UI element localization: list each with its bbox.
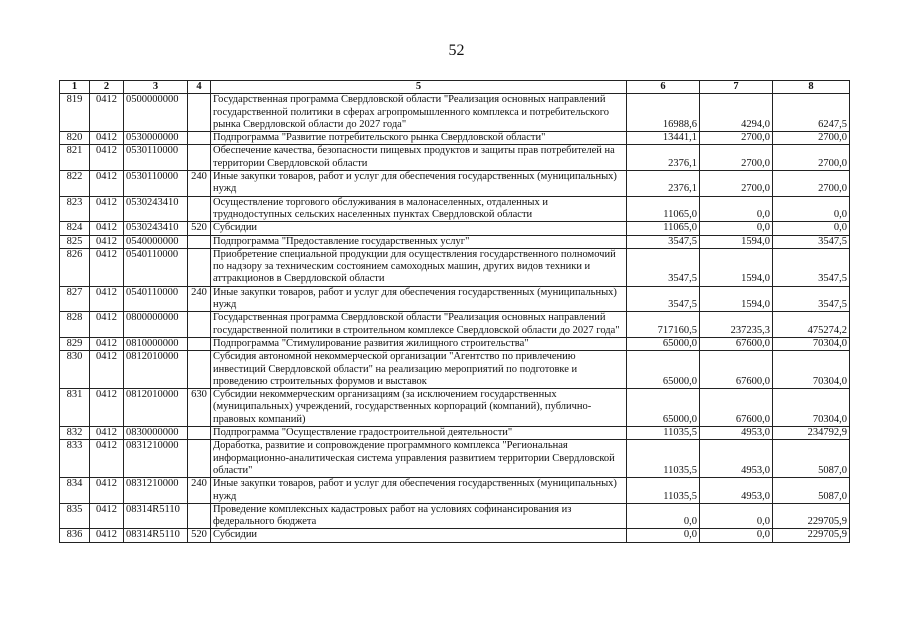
target-code: 0540000000 bbox=[124, 235, 188, 248]
amount-col-8: 229705,9 bbox=[773, 529, 850, 542]
item-name: Проведение комплексных кадастровых работ на условиях софинансирования из федерального бюджета bbox=[211, 503, 627, 529]
amount-col-8: 234792,9 bbox=[773, 427, 850, 440]
section-code: 0412 bbox=[90, 145, 124, 171]
amount-col-8: 229705,9 bbox=[773, 503, 850, 529]
table-row bbox=[60, 529, 850, 542]
target-code: 0530243410 bbox=[124, 196, 188, 222]
amount-col-8: 3547,5 bbox=[773, 235, 850, 248]
section-code: 0412 bbox=[90, 529, 124, 542]
row-number: 828 bbox=[60, 312, 90, 338]
amount-col-7: 67600,0 bbox=[700, 389, 773, 427]
expense-type-code bbox=[188, 427, 211, 440]
target-code: 0831210000 bbox=[124, 440, 188, 478]
amount-col-6: 0,0 bbox=[627, 503, 700, 529]
item-name: Подпрограмма "Предоставление государственных услуг" bbox=[211, 235, 627, 248]
amount-col-8: 0,0 bbox=[773, 222, 850, 235]
target-code: 0530110000 bbox=[124, 145, 188, 171]
table-row bbox=[60, 351, 850, 389]
amount-col-6: 65000,0 bbox=[627, 351, 700, 389]
amount-col-6: 0,0 bbox=[627, 529, 700, 542]
target-code: 0810000000 bbox=[124, 337, 188, 350]
expense-type-code bbox=[188, 235, 211, 248]
section-code: 0412 bbox=[90, 94, 124, 132]
expense-type-code bbox=[188, 196, 211, 222]
row-number: 827 bbox=[60, 286, 90, 312]
section-code: 0412 bbox=[90, 222, 124, 235]
amount-col-7: 0,0 bbox=[700, 503, 773, 529]
row-number: 823 bbox=[60, 196, 90, 222]
row-number: 831 bbox=[60, 389, 90, 427]
amount-col-7: 4953,0 bbox=[700, 478, 773, 504]
item-name: Субсидии некоммерческим организациям (за исключением государственных (муниципальных) учреждений, государственных корпораций (компаний), публично-правовых компаний) bbox=[211, 389, 627, 427]
table-row bbox=[60, 196, 850, 222]
amount-col-7: 1594,0 bbox=[700, 286, 773, 312]
item-name: Доработка, развитие и сопровождение программного комплекса "Региональная информационно-аналитическая система управления развитием территории Свердловской области" bbox=[211, 440, 627, 478]
column-header: 1 bbox=[60, 81, 90, 94]
amount-col-7: 0,0 bbox=[700, 222, 773, 235]
target-code: 0800000000 bbox=[124, 312, 188, 338]
amount-col-8: 5087,0 bbox=[773, 440, 850, 478]
amount-col-6: 16988,6 bbox=[627, 94, 700, 132]
section-code: 0412 bbox=[90, 337, 124, 350]
amount-col-8: 3547,5 bbox=[773, 286, 850, 312]
section-code: 0412 bbox=[90, 440, 124, 478]
item-name: Подпрограмма "Стимулирование развития жилищного строительства" bbox=[211, 337, 627, 350]
section-code: 0412 bbox=[90, 132, 124, 145]
amount-col-7: 4953,0 bbox=[700, 427, 773, 440]
expense-type-code bbox=[188, 145, 211, 171]
table-row bbox=[60, 389, 850, 427]
row-number: 836 bbox=[60, 529, 90, 542]
target-code: 08314R5110 bbox=[124, 503, 188, 529]
row-number: 820 bbox=[60, 132, 90, 145]
amount-col-6: 3547,5 bbox=[627, 286, 700, 312]
target-code: 0530110000 bbox=[124, 171, 188, 197]
table-row bbox=[60, 478, 850, 504]
amount-col-7: 2700,0 bbox=[700, 171, 773, 197]
amount-col-7: 237235,3 bbox=[700, 312, 773, 338]
table-row bbox=[60, 94, 850, 132]
item-name: Обеспечение качества, безопасности пищевых продуктов и защиты прав потребителей на территории Свердловской области bbox=[211, 145, 627, 171]
amount-col-7: 0,0 bbox=[700, 529, 773, 542]
target-code: 0540110000 bbox=[124, 248, 188, 286]
expense-type-code: 240 bbox=[188, 171, 211, 197]
row-number: 829 bbox=[60, 337, 90, 350]
expense-type-code bbox=[188, 337, 211, 350]
target-code: 0812010000 bbox=[124, 351, 188, 389]
expense-type-code: 240 bbox=[188, 478, 211, 504]
expense-type-code: 630 bbox=[188, 389, 211, 427]
section-code: 0412 bbox=[90, 196, 124, 222]
section-code: 0412 bbox=[90, 503, 124, 529]
target-code: 0830000000 bbox=[124, 427, 188, 440]
expense-type-code: 520 bbox=[188, 222, 211, 235]
section-code: 0412 bbox=[90, 478, 124, 504]
budget-table bbox=[59, 80, 850, 543]
column-header: 7 bbox=[700, 81, 773, 94]
table-row bbox=[60, 312, 850, 338]
item-name: Приобретение специальной продукции для осуществления государственного полномочий по надзору за техническим состоянием самоходных машин, других видов техники и аттракционов в Свердловской области bbox=[211, 248, 627, 286]
item-name: Иные закупки товаров, работ и услуг для обеспечения государственных (муниципальных) нужд bbox=[211, 286, 627, 312]
table-row bbox=[60, 171, 850, 197]
expense-type-code bbox=[188, 132, 211, 145]
amount-col-6: 65000,0 bbox=[627, 389, 700, 427]
expense-type-code bbox=[188, 440, 211, 478]
target-code: 0530000000 bbox=[124, 132, 188, 145]
table-body bbox=[60, 94, 850, 542]
item-name: Субсидия автономной некоммерческой организации "Агентство по привлечению инвестиций Свердловской области" на реализацию мероприятий по подготовке и проведению строительных форумов и выставок bbox=[211, 351, 627, 389]
item-name: Подпрограмма "Развитие потребительского рынка Свердловской области" bbox=[211, 132, 627, 145]
section-code: 0412 bbox=[90, 248, 124, 286]
amount-col-6: 11065,0 bbox=[627, 196, 700, 222]
row-number: 830 bbox=[60, 351, 90, 389]
item-name: Осуществление торгового обслуживания в малонаселенных, отдаленных и труднодоступных сельских населенных пунктах Свердловской области bbox=[211, 196, 627, 222]
amount-col-7: 4294,0 bbox=[700, 94, 773, 132]
section-code: 0412 bbox=[90, 351, 124, 389]
row-number: 826 bbox=[60, 248, 90, 286]
page-number: 52 bbox=[448, 42, 465, 59]
row-number: 834 bbox=[60, 478, 90, 504]
row-number: 833 bbox=[60, 440, 90, 478]
amount-col-8: 2700,0 bbox=[773, 171, 850, 197]
section-code: 0412 bbox=[90, 389, 124, 427]
section-code: 0412 bbox=[90, 286, 124, 312]
expense-type-code bbox=[188, 312, 211, 338]
table-row bbox=[60, 132, 850, 145]
amount-col-7: 4953,0 bbox=[700, 440, 773, 478]
amount-col-6: 717160,5 bbox=[627, 312, 700, 338]
target-code: 0530243410 bbox=[124, 222, 188, 235]
expense-type-code bbox=[188, 248, 211, 286]
amount-col-8: 3547,5 bbox=[773, 248, 850, 286]
row-number: 825 bbox=[60, 235, 90, 248]
amount-col-6: 11035,5 bbox=[627, 440, 700, 478]
table-row bbox=[60, 337, 850, 350]
amount-col-8: 2700,0 bbox=[773, 145, 850, 171]
column-header: 6 bbox=[627, 81, 700, 94]
amount-col-8: 6247,5 bbox=[773, 94, 850, 132]
amount-col-7: 1594,0 bbox=[700, 235, 773, 248]
section-code: 0412 bbox=[90, 235, 124, 248]
item-name: Государственная программа Свердловской области "Реализация основных направлений государственной политики в строительном комплексе Свердловской области до 2027 года" bbox=[211, 312, 627, 338]
row-number: 835 bbox=[60, 503, 90, 529]
amount-col-8: 0,0 bbox=[773, 196, 850, 222]
table-row bbox=[60, 145, 850, 171]
row-number: 824 bbox=[60, 222, 90, 235]
amount-col-8: 475274,2 bbox=[773, 312, 850, 338]
expense-type-code bbox=[188, 351, 211, 389]
table-row bbox=[60, 222, 850, 235]
amount-col-6: 11065,0 bbox=[627, 222, 700, 235]
amount-col-7: 67600,0 bbox=[700, 351, 773, 389]
expense-type-code bbox=[188, 503, 211, 529]
amount-col-7: 67600,0 bbox=[700, 337, 773, 350]
row-number: 821 bbox=[60, 145, 90, 171]
amount-col-7: 2700,0 bbox=[700, 145, 773, 171]
item-name: Иные закупки товаров, работ и услуг для обеспечения государственных (муниципальных) нужд bbox=[211, 171, 627, 197]
section-code: 0412 bbox=[90, 171, 124, 197]
amount-col-8: 2700,0 bbox=[773, 132, 850, 145]
amount-col-6: 13441,1 bbox=[627, 132, 700, 145]
column-header: 3 bbox=[124, 81, 188, 94]
table-row bbox=[60, 427, 850, 440]
column-header: 2 bbox=[90, 81, 124, 94]
amount-col-8: 70304,0 bbox=[773, 337, 850, 350]
table-row bbox=[60, 286, 850, 312]
amount-col-8: 70304,0 bbox=[773, 351, 850, 389]
item-name: Иные закупки товаров, работ и услуг для обеспечения государственных (муниципальных) нужд bbox=[211, 478, 627, 504]
amount-col-6: 2376,1 bbox=[627, 145, 700, 171]
target-code: 0500000000 bbox=[124, 94, 188, 132]
item-name: Субсидии bbox=[211, 222, 627, 235]
table-row bbox=[60, 440, 850, 478]
expense-type-code bbox=[188, 94, 211, 132]
column-header: 5 bbox=[211, 81, 627, 94]
row-number: 832 bbox=[60, 427, 90, 440]
column-header: 4 bbox=[188, 81, 211, 94]
amount-col-6: 2376,1 bbox=[627, 171, 700, 197]
amount-col-6: 3547,5 bbox=[627, 235, 700, 248]
amount-col-8: 5087,0 bbox=[773, 478, 850, 504]
header-row bbox=[60, 81, 850, 94]
amount-col-8: 70304,0 bbox=[773, 389, 850, 427]
expense-type-code: 240 bbox=[188, 286, 211, 312]
item-name: Государственная программа Свердловской области "Реализация основных направлений государственной политики в сферах агропромышленного комплекса и потребительского рынка Свердловской области до 2027 года" bbox=[211, 94, 627, 132]
item-name: Подпрограмма "Осуществление градостроительной деятельности" bbox=[211, 427, 627, 440]
expense-type-code: 520 bbox=[188, 529, 211, 542]
target-code: 0812010000 bbox=[124, 389, 188, 427]
item-name: Субсидии bbox=[211, 529, 627, 542]
amount-col-6: 65000,0 bbox=[627, 337, 700, 350]
target-code: 0831210000 bbox=[124, 478, 188, 504]
amount-col-6: 11035,5 bbox=[627, 427, 700, 440]
table-row bbox=[60, 248, 850, 286]
target-code: 0540110000 bbox=[124, 286, 188, 312]
amount-col-7: 2700,0 bbox=[700, 132, 773, 145]
section-code: 0412 bbox=[90, 312, 124, 338]
table-row bbox=[60, 235, 850, 248]
amount-col-6: 11035,5 bbox=[627, 478, 700, 504]
column-header: 8 bbox=[773, 81, 850, 94]
row-number: 819 bbox=[60, 94, 90, 132]
amount-col-7: 0,0 bbox=[700, 196, 773, 222]
amount-col-6: 3547,5 bbox=[627, 248, 700, 286]
amount-col-7: 1594,0 bbox=[700, 248, 773, 286]
table-row bbox=[60, 503, 850, 529]
row-number: 822 bbox=[60, 171, 90, 197]
target-code: 08314R5110 bbox=[124, 529, 188, 542]
section-code: 0412 bbox=[90, 427, 124, 440]
